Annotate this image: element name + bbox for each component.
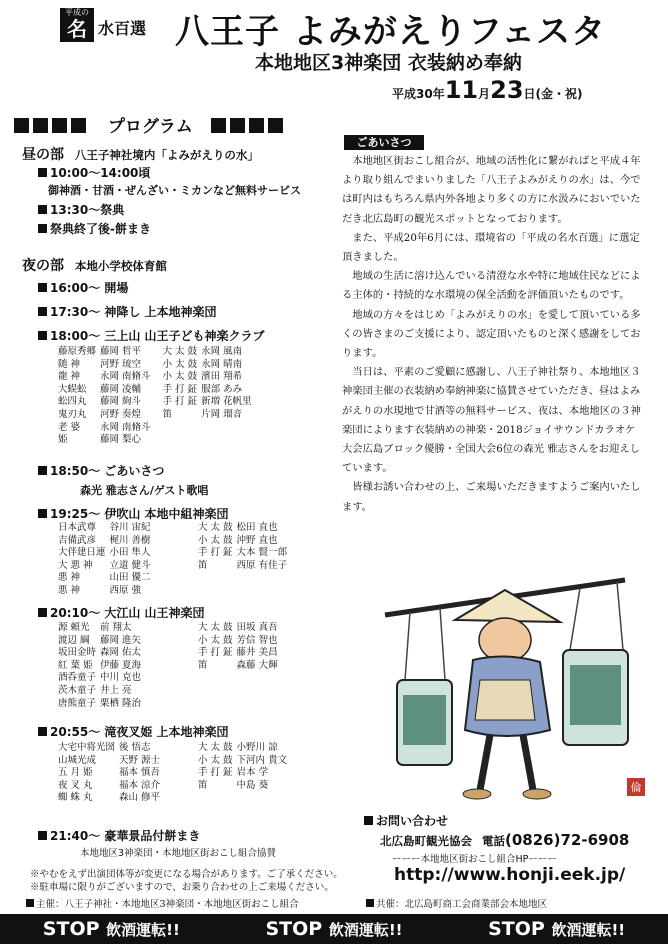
- cast-row: [58, 396, 264, 409]
- cast-name: 山田 優二: [109, 572, 151, 584]
- cast-role: [163, 422, 202, 435]
- cast-row: [58, 698, 153, 711]
- banner-slogan: STOP 飲酒運転!!: [42, 918, 180, 940]
- greeting-paragraph: 当日は、平素のご愛顧に感謝し、八王子神社祭り、本地地区３神楽団主催の衣装納め奉納神楽に協賛させていただき、昼はよみがえりの水現地で甘酒等の無料サービス、夜は、本地地区の３神楽団によります衣装納めの神楽・2018ジョイサウンドカラオケ大会広島ブロック優勝・全国大会6位の森光 雅志さんをお迎えしています。: [342, 366, 641, 475]
- cast-row: [58, 572, 163, 585]
- cast-role: 手 打 鉦: [162, 396, 198, 408]
- cast-role: 小 太 鼓: [198, 754, 233, 766]
- logo-word: 水百選: [98, 19, 147, 38]
- cast-role: 笛: [198, 659, 208, 671]
- cast-role: 大 太 鼓: [198, 522, 233, 533]
- cast-row: [58, 359, 264, 372]
- stop-drunk-driving-banner: [0, 914, 668, 944]
- cast-name: 片岡 瑠音: [201, 408, 243, 420]
- cast-row: [198, 647, 290, 660]
- cast-role: 大 太 鼓: [198, 742, 233, 753]
- cast-role: 手 打 鉦: [198, 767, 233, 779]
- cast-row: [58, 522, 163, 535]
- greeting-paragraph: また、平成20年6月には、環境省の「平成の名水百選」に選定頂きました。: [342, 231, 640, 264]
- cast-name: 永岡 南脩斗: [100, 371, 151, 383]
- cast-row: [58, 647, 153, 660]
- cast-name: 栗栖 隆治: [100, 697, 142, 709]
- cast-role: 大宅中将光圀: [58, 742, 116, 753]
- page-subtitle: 本地地区3神楽団 衣装納め奉納: [255, 52, 522, 74]
- cast-role: 小 太 鼓: [198, 634, 233, 646]
- cast-name: 芳信 智也: [236, 634, 278, 646]
- cast-name: [201, 422, 264, 435]
- cohost-credit: 共催：北広島町商工会商業部会本地地区: [366, 896, 547, 910]
- cast-role: 悪 神: [58, 584, 81, 596]
- cast-row: [198, 767, 299, 780]
- cast-name: 森藤 大輝: [236, 659, 278, 671]
- cast-role: 源 頼光: [58, 622, 90, 633]
- cast-name: 前 翔太: [100, 622, 132, 633]
- cast-name: 西原 有佳子: [236, 559, 288, 571]
- day-section-title: 昼の部 八王子神社境内「よみがえりの水」: [22, 147, 259, 163]
- cast-name: 永岡 南脩斗: [100, 421, 151, 433]
- cast-role: 姫: [58, 434, 68, 446]
- cast-name: 下河内 貴文: [236, 754, 288, 766]
- night-kamioroshi: 17:30～ 神降し 上本地神楽団: [38, 303, 217, 320]
- cast-role: 龍 神: [58, 371, 81, 383]
- cast-row: [58, 685, 153, 698]
- final-mochimaki-title: 21:40～ 豪華景品付餅まき: [38, 827, 200, 844]
- cast-role: 小 太 鼓: [162, 371, 198, 383]
- cast-name: 福本 慎吾: [119, 767, 161, 779]
- cast-name: 藤岡 哲平: [100, 346, 142, 357]
- cast-name: 藤岡 梨心: [100, 434, 142, 446]
- cast-row: [58, 422, 264, 435]
- cast-row: [198, 522, 299, 535]
- page-title: 八王子 よみがえりフェスタ: [175, 12, 607, 52]
- cast-row: [58, 434, 264, 447]
- performance-2-cast-musicians: [198, 522, 299, 572]
- face: [479, 618, 531, 662]
- cast-name: 藤岡 進矢: [100, 634, 142, 646]
- cast-role: 手 打 鉦: [162, 383, 198, 395]
- cast-name: 谷川 宙紀: [109, 522, 151, 533]
- greeting-heading: ごあいさつ: [344, 135, 424, 150]
- performance-2-cast-performers: [58, 522, 163, 598]
- cast-row: [58, 560, 163, 573]
- cast-role: 笛: [162, 408, 173, 420]
- contact-url[interactable]: http://www.honji.eek.jp/: [394, 865, 626, 885]
- cast-name: 河野 奏煌: [100, 408, 142, 420]
- cast-row: [58, 384, 264, 397]
- night-section-title: 夜の部 本地小学校体育館: [22, 258, 167, 274]
- artist-seal-text: 倫: [630, 781, 642, 794]
- cast-name: 松田 直也: [236, 522, 278, 533]
- cast-name: [201, 434, 264, 447]
- cast-name: 新増 花帆里: [201, 396, 252, 408]
- notes: [30, 868, 343, 894]
- performance-2-title: 19:25～ 伊吹山 本地中組神楽団: [38, 505, 229, 522]
- cast-role: 吉備武彦: [58, 534, 97, 546]
- performance-4-cast-performers: [58, 742, 172, 805]
- cast-row: [198, 560, 299, 573]
- cast-name: 藤岡 凌輔: [100, 383, 142, 395]
- meisui-logo: [60, 8, 160, 44]
- cast-role: 大 悪 神: [58, 559, 93, 571]
- cast-role: 悪 神: [58, 572, 81, 584]
- greeting-paragraph: 皆様お誘い合わせの上、ご来場いただきますようご案内いたします。: [342, 481, 641, 513]
- cast-role: 蚣四丸: [58, 396, 87, 408]
- cast-name: 小田 隼人: [109, 547, 151, 559]
- cast-role: 渡辺 綱: [58, 634, 90, 646]
- cast-name: 中島 葵: [236, 779, 269, 791]
- cast-name: 河野 琉空: [100, 358, 142, 370]
- greeting-performance-title: 18:50～ ごあいさつ: [38, 462, 164, 479]
- water-carrier-illustration: [355, 560, 655, 810]
- banner-slogan: STOP 飲酒運転!!: [488, 918, 626, 940]
- cast-name: 濱田 翔希: [201, 371, 243, 383]
- straw-hat: [455, 590, 560, 622]
- cast-role: 随 神: [58, 358, 81, 370]
- cast-role: 紅 葉 姫: [58, 659, 93, 671]
- cast-row: [58, 585, 163, 598]
- cast-name: 藤岡 絢斗: [100, 396, 142, 408]
- contact-org: 北広島町観光協会 電話(0826)72-6908: [380, 831, 630, 849]
- cast-row: [58, 346, 264, 359]
- cast-row: [58, 535, 163, 548]
- cast-name: 井上 亮: [100, 684, 132, 696]
- cast-name: 立道 健斗: [109, 559, 151, 571]
- cast-role: 日本武尊: [58, 522, 97, 533]
- note-line: ※駐車場に限りがございますので、お乗り合わせの上ご来場ください。: [30, 882, 334, 893]
- cast-name: 西原 強: [109, 584, 142, 596]
- performance-3-title: 20:10～ 大江山 山王神楽団: [38, 604, 205, 621]
- cast-row: [58, 622, 153, 635]
- cast-role: 手 打 鉦: [198, 547, 233, 559]
- event-date: 平成30年11月23日(金・祝): [392, 76, 583, 104]
- cast-role: 大蜈蚣: [58, 383, 87, 395]
- performance-3-cast-performers: [58, 622, 153, 710]
- cast-name: 森岡 佑太: [100, 647, 142, 659]
- cast-row: [198, 742, 299, 755]
- note-line: ※やむをえず出演団体等が変更になる場合があります。ご了承ください。: [30, 869, 343, 880]
- cast-name: 梶川 善樹: [109, 534, 151, 546]
- logo-seal: 平成の 名: [60, 8, 94, 42]
- cast-role: 坂田金時: [58, 647, 97, 659]
- contact-phone: (0826)72-6908: [505, 831, 630, 849]
- cast-role: 小 太 鼓: [198, 534, 233, 546]
- cast-row: [58, 371, 264, 384]
- cast-row: [58, 780, 172, 793]
- cast-row: [58, 755, 172, 768]
- cast-name: 沖野 直也: [236, 534, 278, 546]
- cast-row: [58, 672, 153, 685]
- contact-hp-label: ーーー本地地区街おこし組合HPーーー: [392, 854, 557, 865]
- performance-4-title: 20:55～ 滝夜叉姫 上本地神楽団: [38, 723, 229, 740]
- greeting-paragraph: 地域の生活に溶け込んでいる清澄な水や特に地域住民などによる主体的・持続的な水環境の保全活動を評価頂いたものです。: [342, 270, 641, 302]
- cast-role: 酒呑童子: [58, 672, 97, 684]
- cast-role: 山城光成: [58, 754, 97, 766]
- cast-role: 茨木童子: [58, 684, 97, 696]
- cast-row: [58, 660, 153, 673]
- day-item-2: 13:30～祭典: [38, 201, 124, 218]
- cast-name: 大本 賢一郎: [236, 547, 288, 559]
- greeting-body: [342, 152, 644, 517]
- cast-name: 藤井 美昌: [236, 647, 278, 659]
- cast-row: [58, 767, 172, 780]
- cast-role: 大 太 鼓: [162, 346, 198, 357]
- cast-name: 服部 あみ: [201, 383, 243, 395]
- cast-role: 夜 叉 丸: [58, 779, 93, 791]
- program-heading: プログラム: [14, 112, 287, 137]
- cast-row: [198, 547, 299, 560]
- contact-block: [364, 812, 654, 885]
- day-item-1: 10:00～14:00頃: [38, 164, 150, 181]
- cast-role: [163, 434, 202, 447]
- banner-slogan: STOP 飲酒運転!!: [265, 918, 403, 940]
- cast-row: [198, 660, 290, 673]
- day-item-3: 祭典終了後-餅まき: [38, 220, 151, 237]
- cast-name: 福本 涼介: [119, 779, 161, 791]
- greeting-paragraph: 本地地区街おこし組合が、地域の活性化に繋がればと平成４年より取り組んでまいりました「八王子よみがえりの水」は、今では町内はもちろん県内外各地より多くの方に水汲みにおいでいただき北広島町の観光スポットとなっております。: [342, 155, 641, 225]
- performance-3-cast-musicians: [198, 622, 290, 672]
- day-item-1-sub: 御神酒・甘酒・ぜんざい・ミカンなど無料サービス: [48, 184, 301, 197]
- cast-name: 田坂 真吾: [236, 622, 278, 633]
- cast-row: [58, 635, 153, 648]
- cast-role: 大伴建日連: [58, 547, 106, 559]
- cast-role: 大 太 鼓: [198, 622, 233, 633]
- cast-row: [58, 742, 172, 755]
- performance-4-cast-musicians: [198, 742, 299, 792]
- final-mochimaki-sub: 本地地区3神楽団・本地地区街おこし組合協賛: [80, 848, 277, 859]
- cast-name: 森山 修平: [119, 792, 161, 804]
- night-open: 16:00～ 開場: [38, 279, 128, 296]
- cast-role: 蜘 蛛 丸: [58, 792, 93, 804]
- cast-name: 永岡 晴南: [201, 358, 243, 370]
- greeting-performance-sub: 森光 雅志さん/ゲスト歌唱: [80, 484, 209, 497]
- cast-name: 天野 源士: [119, 754, 161, 766]
- greeting-paragraph: 地域の方々をはじめ「よみがえりの水」を愛して頂いている多くの皆さまのご支援により、認定頂いたものと深く感謝をしております。: [342, 308, 641, 360]
- cast-role: 手 打 鉦: [198, 647, 233, 659]
- host-credit: 主催：八王子神社・本地地区3神楽団・本地地区街おこし組合: [26, 899, 299, 910]
- cast-role: 藤原秀郷: [58, 346, 97, 357]
- credits: [26, 896, 646, 910]
- cast-row: [58, 547, 163, 560]
- cast-row: [198, 755, 299, 768]
- cast-name: 岩本 学: [236, 767, 269, 779]
- cast-row: [198, 622, 290, 635]
- cast-name: 永岡 風南: [201, 346, 243, 357]
- contact-heading: お問い合わせ: [364, 812, 654, 829]
- cast-role: 小 太 鼓: [162, 358, 198, 370]
- cast-role: 笛: [198, 559, 208, 571]
- cast-name: 伊藤 夏海: [100, 659, 142, 671]
- cast-row: [198, 780, 299, 793]
- cast-role: 笛: [198, 779, 208, 791]
- cast-row: [58, 792, 172, 805]
- cast-row: [198, 535, 299, 548]
- cast-role: 唐熊童子: [58, 697, 97, 709]
- cast-name: 小野川 諒: [236, 742, 278, 753]
- cast-role: 鬼刃丸: [58, 408, 87, 420]
- cast-row: [58, 409, 264, 422]
- cast-name: 中川 克也: [100, 672, 142, 684]
- cast-name: 後 悟志: [119, 742, 151, 753]
- performance-1-title: 18:00～ 三上山 山王子ども神楽クラブ: [38, 327, 265, 344]
- cast-role: 五 月 姫: [58, 767, 93, 779]
- performance-1-cast: [58, 346, 264, 447]
- cast-role: 老 婆: [58, 421, 81, 433]
- cast-row: [198, 635, 290, 648]
